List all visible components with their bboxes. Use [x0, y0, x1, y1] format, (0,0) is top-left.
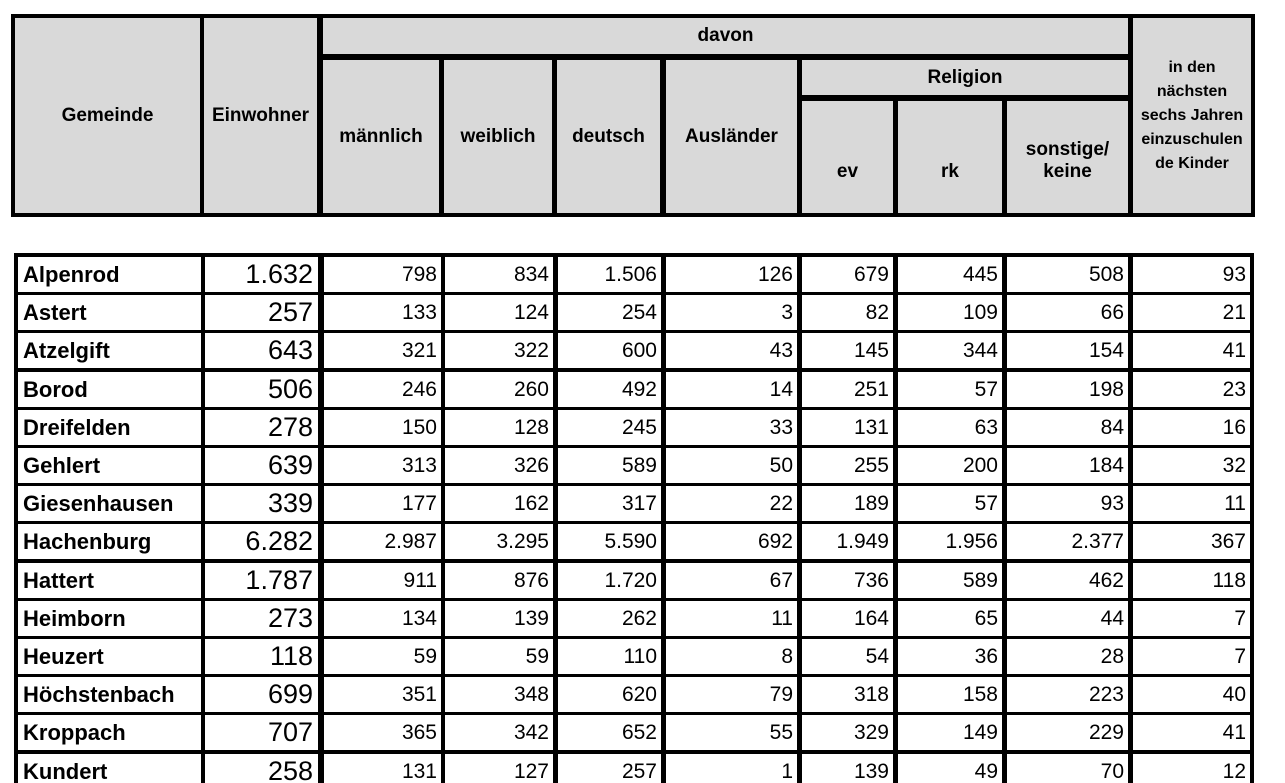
cell-m: 2.987 — [324, 524, 441, 559]
cell-rk: 49 — [898, 754, 1002, 783]
table-row — [14, 486, 1254, 521]
cell-s: 198 — [1007, 372, 1128, 407]
cell-a: 8 — [666, 639, 797, 674]
cell-k: 21 — [1133, 295, 1250, 330]
cell-m: 131 — [324, 754, 441, 783]
cell-w: 3.295 — [445, 524, 553, 559]
cell-name: Astert — [18, 295, 201, 330]
cell-s: 154 — [1007, 333, 1128, 368]
cell-einwohner: 273 — [205, 601, 318, 636]
cell-a: 22 — [666, 486, 797, 521]
cell-k: 23 — [1133, 372, 1250, 407]
cell-d: 1.720 — [558, 563, 661, 598]
cell-ev: 255 — [802, 448, 893, 483]
cell-ev: 82 — [802, 295, 893, 330]
cell-ev: 131 — [802, 410, 893, 445]
table-row — [14, 754, 1254, 783]
cell-einwohner: 6.282 — [205, 524, 318, 559]
cell-d: 1.506 — [558, 257, 661, 292]
cell-w: 124 — [445, 295, 553, 330]
cell-d: 492 — [558, 372, 661, 407]
cell-s: 2.377 — [1007, 524, 1128, 559]
cell-ev: 1.949 — [802, 524, 893, 559]
cell-m: 798 — [324, 257, 441, 292]
cell-d: 317 — [558, 486, 661, 521]
cell-a: 126 — [666, 257, 797, 292]
cell-k: 7 — [1133, 601, 1250, 636]
header-religion: Religion — [802, 60, 1128, 95]
table-row — [14, 524, 1254, 559]
cell-rk: 109 — [898, 295, 1002, 330]
cell-s: 44 — [1007, 601, 1128, 636]
table-body — [14, 253, 1254, 783]
cell-k: 367 — [1133, 524, 1250, 559]
cell-s: 223 — [1007, 677, 1128, 712]
header-auslaender: Ausländer — [666, 60, 797, 213]
cell-einwohner: 1.632 — [205, 257, 318, 292]
cell-rk: 158 — [898, 677, 1002, 712]
cell-w: 342 — [445, 715, 553, 750]
cell-w: 139 — [445, 601, 553, 636]
cell-rk: 200 — [898, 448, 1002, 483]
cell-m: 134 — [324, 601, 441, 636]
cell-ev: 145 — [802, 333, 893, 368]
cell-rk: 63 — [898, 410, 1002, 445]
cell-d: 262 — [558, 601, 661, 636]
cell-a: 50 — [666, 448, 797, 483]
cell-ev: 139 — [802, 754, 893, 783]
cell-a: 3 — [666, 295, 797, 330]
table-row — [14, 715, 1254, 750]
cell-a: 33 — [666, 410, 797, 445]
cell-name: Borod — [18, 372, 201, 407]
cell-name: Kroppach — [18, 715, 201, 750]
header-ev: ev — [802, 101, 893, 213]
cell-w: 348 — [445, 677, 553, 712]
cell-s: 66 — [1007, 295, 1128, 330]
cell-k: 40 — [1133, 677, 1250, 712]
cell-s: 28 — [1007, 639, 1128, 674]
cell-s: 70 — [1007, 754, 1128, 783]
cell-a: 55 — [666, 715, 797, 750]
cell-m: 321 — [324, 333, 441, 368]
cell-ev: 318 — [802, 677, 893, 712]
cell-rk: 36 — [898, 639, 1002, 674]
header-davon: davon — [323, 18, 1128, 54]
cell-w: 322 — [445, 333, 553, 368]
cell-w: 128 — [445, 410, 553, 445]
cell-w: 834 — [445, 257, 553, 292]
cell-w: 326 — [445, 448, 553, 483]
cell-rk: 65 — [898, 601, 1002, 636]
table-row — [14, 677, 1254, 712]
cell-m: 133 — [324, 295, 441, 330]
cell-name: Hachenburg — [18, 524, 201, 559]
cell-a: 1 — [666, 754, 797, 783]
cell-d: 245 — [558, 410, 661, 445]
cell-name: Kundert — [18, 754, 201, 783]
cell-einwohner: 278 — [205, 410, 318, 445]
header-rk: rk — [898, 101, 1002, 213]
cell-d: 620 — [558, 677, 661, 712]
cell-name: Heuzert — [18, 639, 201, 674]
cell-einwohner: 258 — [205, 754, 318, 783]
cell-m: 313 — [324, 448, 441, 483]
cell-ev: 164 — [802, 601, 893, 636]
cell-name: Höchstenbach — [18, 677, 201, 712]
cell-einwohner: 257 — [205, 295, 318, 330]
header-weiblich: weiblich — [444, 60, 552, 213]
cell-rk: 57 — [898, 372, 1002, 407]
cell-w: 127 — [445, 754, 553, 783]
cell-s: 84 — [1007, 410, 1128, 445]
cell-m: 59 — [324, 639, 441, 674]
cell-m: 150 — [324, 410, 441, 445]
cell-ev: 329 — [802, 715, 893, 750]
cell-einwohner: 643 — [205, 333, 318, 368]
cell-a: 43 — [666, 333, 797, 368]
header-gemeinde: Gemeinde — [15, 18, 200, 213]
cell-w: 876 — [445, 563, 553, 598]
header-maennlich: männlich — [323, 60, 439, 213]
cell-k: 32 — [1133, 448, 1250, 483]
cell-name: Dreifelden — [18, 410, 201, 445]
cell-d: 600 — [558, 333, 661, 368]
cell-ev: 189 — [802, 486, 893, 521]
cell-ev: 736 — [802, 563, 893, 598]
table-row — [14, 639, 1254, 674]
cell-k: 41 — [1133, 715, 1250, 750]
cell-rk: 445 — [898, 257, 1002, 292]
cell-rk: 149 — [898, 715, 1002, 750]
cell-ev: 251 — [802, 372, 893, 407]
cell-d: 652 — [558, 715, 661, 750]
cell-s: 93 — [1007, 486, 1128, 521]
table-row — [14, 601, 1254, 636]
cell-d: 589 — [558, 448, 661, 483]
cell-m: 246 — [324, 372, 441, 407]
cell-s: 229 — [1007, 715, 1128, 750]
cell-m: 351 — [324, 677, 441, 712]
cell-m: 365 — [324, 715, 441, 750]
cell-k: 41 — [1133, 333, 1250, 368]
cell-rk: 1.956 — [898, 524, 1002, 559]
cell-w: 162 — [445, 486, 553, 521]
cell-einwohner: 118 — [205, 639, 318, 674]
cell-w: 260 — [445, 372, 553, 407]
table-row — [14, 257, 1254, 292]
cell-name: Alpenrod — [18, 257, 201, 292]
cell-rk: 57 — [898, 486, 1002, 521]
table-row — [14, 372, 1254, 407]
cell-name: Heimborn — [18, 601, 201, 636]
cell-k: 93 — [1133, 257, 1250, 292]
cell-name: Hattert — [18, 563, 201, 598]
cell-einwohner: 699 — [205, 677, 318, 712]
cell-einwohner: 707 — [205, 715, 318, 750]
cell-s: 184 — [1007, 448, 1128, 483]
cell-einwohner: 339 — [205, 486, 318, 521]
header-deutsch: deutsch — [557, 60, 660, 213]
table-header — [11, 14, 1255, 217]
cell-d: 110 — [558, 639, 661, 674]
cell-m: 911 — [324, 563, 441, 598]
cell-a: 14 — [666, 372, 797, 407]
table-row — [14, 295, 1254, 330]
cell-name: Atzelgift — [18, 333, 201, 368]
cell-name: Giesenhausen — [18, 486, 201, 521]
header-kinder: in den nächsten sechs Jahren einzuschulen de Kinder — [1133, 18, 1251, 213]
cell-d: 254 — [558, 295, 661, 330]
cell-einwohner: 506 — [205, 372, 318, 407]
cell-s: 508 — [1007, 257, 1128, 292]
header-sonstige: sonstige/ keine — [1007, 101, 1128, 213]
cell-rk: 344 — [898, 333, 1002, 368]
cell-einwohner: 639 — [205, 448, 318, 483]
cell-w: 59 — [445, 639, 553, 674]
table-row — [14, 410, 1254, 445]
cell-a: 79 — [666, 677, 797, 712]
cell-d: 257 — [558, 754, 661, 783]
cell-a: 11 — [666, 601, 797, 636]
table-row — [14, 448, 1254, 483]
cell-k: 12 — [1133, 754, 1250, 783]
table-row — [14, 333, 1254, 368]
cell-a: 692 — [666, 524, 797, 559]
cell-ev: 54 — [802, 639, 893, 674]
cell-d: 5.590 — [558, 524, 661, 559]
cell-k: 7 — [1133, 639, 1250, 674]
cell-k: 118 — [1133, 563, 1250, 598]
header-einwohner: Einwohner — [204, 18, 317, 213]
cell-a: 67 — [666, 563, 797, 598]
cell-k: 11 — [1133, 486, 1250, 521]
cell-einwohner: 1.787 — [205, 563, 318, 598]
cell-rk: 589 — [898, 563, 1002, 598]
cell-m: 177 — [324, 486, 441, 521]
cell-ev: 679 — [802, 257, 893, 292]
cell-s: 462 — [1007, 563, 1128, 598]
cell-name: Gehlert — [18, 448, 201, 483]
table-row — [14, 563, 1254, 598]
cell-k: 16 — [1133, 410, 1250, 445]
